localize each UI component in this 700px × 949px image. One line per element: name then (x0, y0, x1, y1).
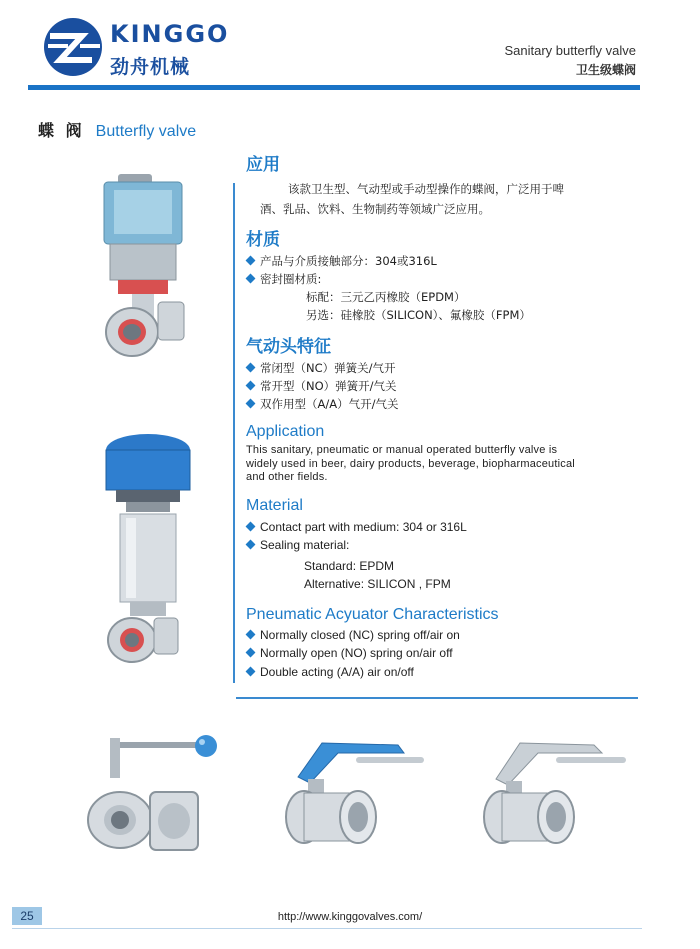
section-title (38, 118, 196, 141)
header-title (504, 43, 636, 78)
application-text-en-2: widely used in beer, dairy products, beverage, biopharmaceutical (246, 457, 575, 470)
section-title-cn: 蝶 阀 (38, 121, 85, 140)
pneumatic-valve-image-2 (92, 432, 202, 672)
bullet-icon (246, 540, 256, 550)
header-rule (28, 85, 640, 90)
material-item-en-2: Sealing material: (246, 536, 638, 555)
bullet-icon (246, 399, 256, 409)
bullet-icon (246, 648, 256, 658)
application-text-cn-1: 该款卫生型、气动型或手动型操作的蝶阀，广泛用于啤 (288, 182, 564, 196)
material-item-cn-2: 密封圈材质: (246, 270, 638, 288)
material-item-cn-1: 产品与介质接触部分：304或316L (246, 252, 638, 270)
header-title-en: Sanitary butterfly valve (504, 43, 636, 58)
page-number: 25 (12, 907, 42, 925)
bullet-icon (246, 274, 256, 284)
material-standard-en: Standard: EPDM (304, 558, 395, 573)
content-column (246, 150, 638, 681)
actuator-item-en-3: Double acting (A/A) air on/off (246, 663, 638, 682)
bullet-icon (246, 666, 256, 676)
bullet-icon (246, 256, 256, 266)
material-optional-cn: 另选：硅橡胶（SILICON）、氟橡胶（FPM） (306, 308, 531, 322)
bullet-icon (246, 629, 256, 639)
bullet-icon (246, 521, 256, 531)
material-standard-cn: 标配：三元乙丙橡胶（EPDM） (306, 290, 466, 304)
actuator-item-cn-3: 双作用型（A/A）气开/气关 (246, 395, 638, 413)
application-text-cn-2: 酒、乳品、饮料、生物制药等领域广泛应用。 (260, 202, 490, 216)
manual-valve-ball-handle-image (80, 728, 230, 858)
footer-rule (12, 928, 642, 929)
application-heading-en: Application (246, 423, 325, 440)
material-alternative-en: Alternative: SILICON , FPM (304, 577, 451, 591)
actuator-item-en-2: Normally open (NO) spring on/air off (246, 644, 638, 663)
material-heading-cn: 材质 (246, 230, 280, 250)
application-text-en-3: and other fields. (246, 471, 328, 483)
application-text-en-1: This sanitary, pneumatic or manual operated butterfly valve is (246, 444, 558, 456)
manual-valve-steel-handle-image (476, 735, 636, 855)
material-heading-en: Material (246, 496, 303, 514)
bullet-icon (246, 363, 256, 373)
actuator-heading-en: Pneumatic Acyuator Characteristics (246, 605, 499, 623)
brand-name-en: KINGGO (110, 20, 230, 48)
company-logo (40, 14, 270, 84)
manual-valve-blue-handle-image (278, 735, 428, 855)
material-item-en-1: Contact part with medium: 304 or 316L (246, 518, 638, 537)
kinggo-logo-icon (40, 16, 106, 78)
bullet-icon (246, 381, 256, 391)
website-url[interactable]: http://www.kinggovalves.com/ (277, 911, 423, 923)
actuator-item-en-1: Normally closed (NC) spring off/air on (246, 626, 638, 645)
actuator-item-cn-1: 常闭型（NC）弹簧关/气开 (246, 359, 638, 377)
section-title-en: Butterfly valve (95, 123, 197, 140)
content-divider (233, 183, 235, 683)
application-heading-cn: 应用 (246, 155, 280, 175)
section-rule (236, 697, 638, 699)
actuator-item-cn-2: 常开型（NO）弹簧开/气关 (246, 377, 638, 395)
header-title-cn: 卫生级蝶阀 (575, 63, 636, 77)
pneumatic-valve-image-1 (92, 172, 202, 372)
brand-name-cn: 劲舟机械 (110, 56, 191, 78)
actuator-heading-cn: 气动头特征 (246, 337, 331, 357)
